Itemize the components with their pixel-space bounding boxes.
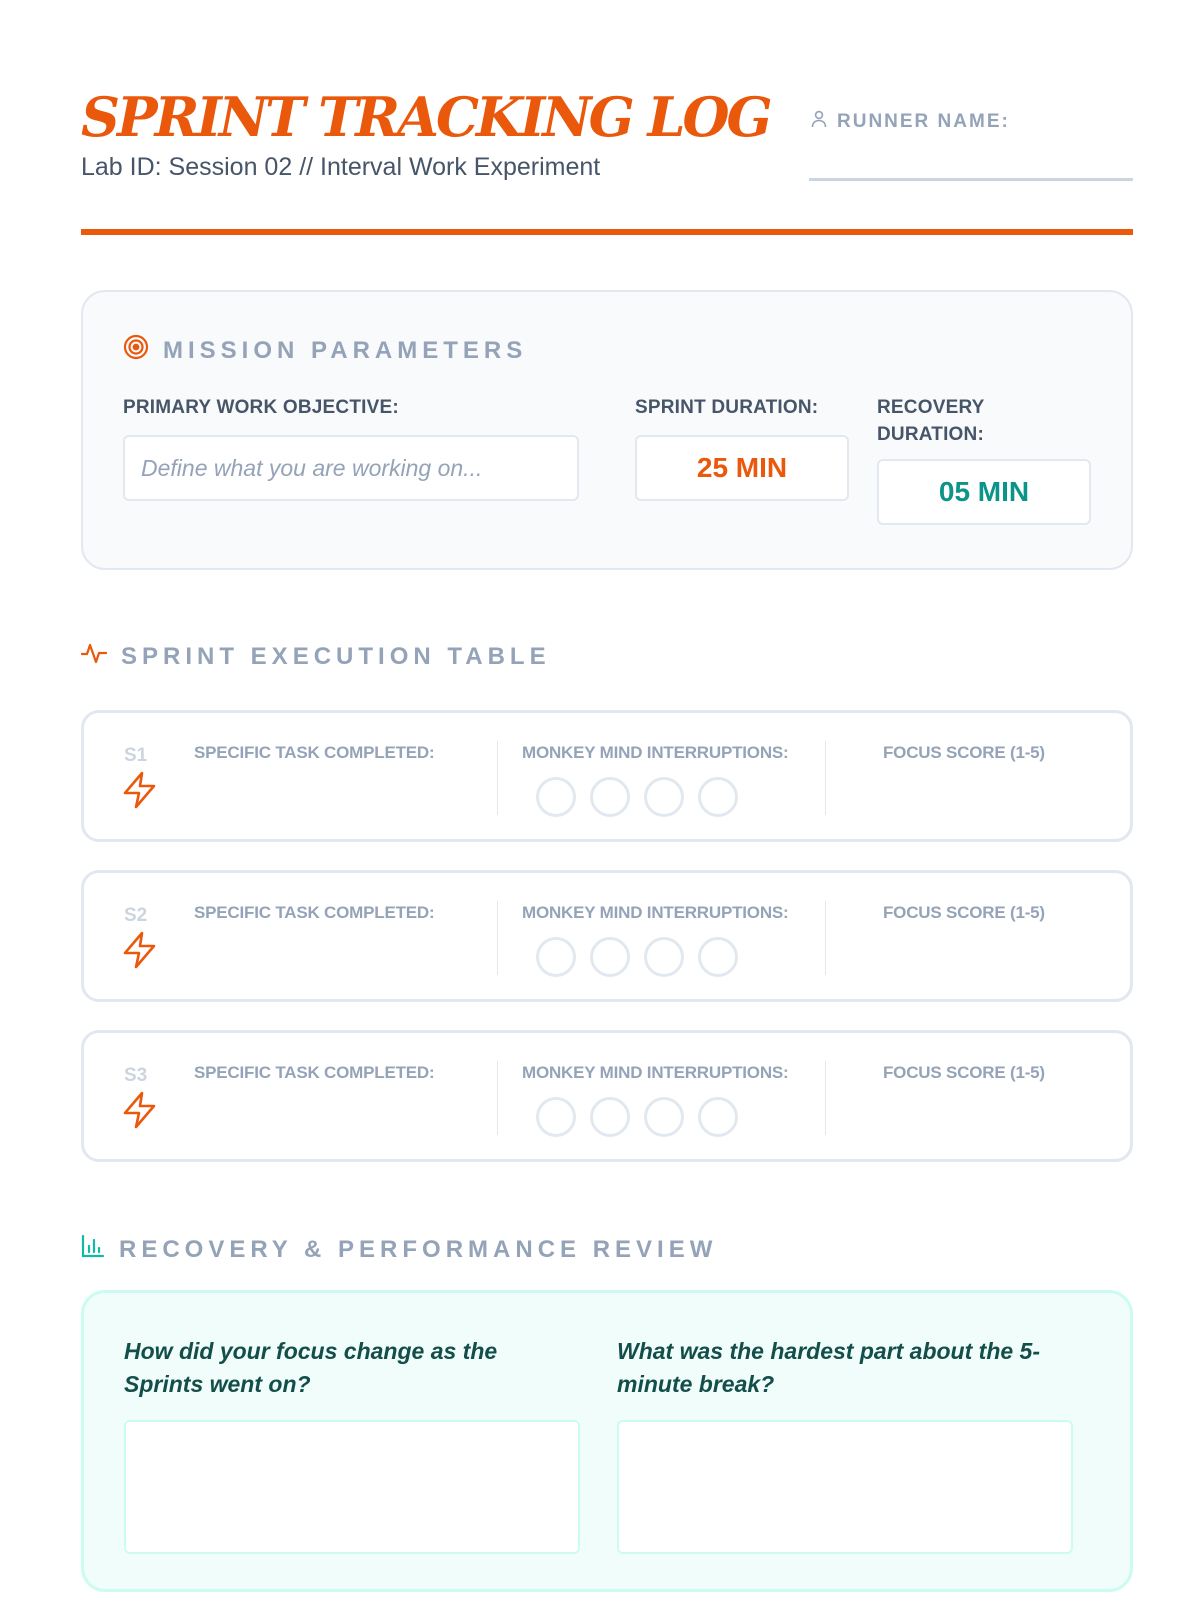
target-icon	[123, 334, 149, 367]
interruption-bubble[interactable]	[536, 1097, 576, 1137]
bar-chart-icon	[81, 1234, 105, 1265]
lightning-icon	[122, 1091, 158, 1134]
interruption-bubbles	[536, 777, 738, 817]
interruptions-label: MONKEY MIND INTERRUPTIONS:	[522, 1063, 789, 1082]
answer-hardest-part-box[interactable]	[617, 1420, 1073, 1554]
user-icon	[811, 110, 827, 134]
focus-score-label: FOCUS SCORE (1-5)	[883, 903, 1045, 922]
interruption-bubble[interactable]	[644, 777, 684, 817]
sprint-duration-group	[635, 394, 849, 501]
sprint-row	[81, 1030, 1133, 1162]
column-divider	[825, 901, 826, 975]
pulse-icon	[81, 640, 107, 673]
sprint-id: S1	[124, 745, 148, 766]
interruption-bubble[interactable]	[698, 937, 738, 977]
column-divider	[497, 1061, 498, 1135]
question-hardest-part	[617, 1335, 1073, 1401]
runner-name-label: RUNNER NAME:	[837, 111, 1010, 132]
interruption-bubbles	[536, 937, 738, 977]
task-completed-label: SPECIFIC TASK COMPLETED:	[194, 903, 435, 922]
interruption-bubble[interactable]	[590, 1097, 630, 1137]
interruption-bubbles	[536, 1097, 738, 1137]
column-divider	[825, 741, 826, 815]
worksheet-page	[81, 0, 1133, 1600]
sprint-id: S2	[124, 905, 148, 926]
interruption-bubble[interactable]	[698, 777, 738, 817]
header	[81, 82, 1133, 235]
column-divider	[497, 901, 498, 975]
recovery-duration-label: RECOVERY DURATION:	[877, 397, 985, 445]
sprint-execution-title	[81, 640, 551, 673]
mission-parameters-label: MISSION PARAMETERS	[163, 336, 528, 364]
runner-name-field[interactable]	[809, 110, 1133, 181]
objective-group	[123, 394, 579, 501]
sprint-duration-label: SPRINT DURATION:	[635, 397, 819, 418]
sprint-row	[81, 710, 1133, 842]
interruptions-label: MONKEY MIND INTERRUPTIONS:	[522, 743, 789, 762]
question-focus-change-text: How did your focus change as the Sprints went on?	[124, 1338, 498, 1397]
interruptions-label: MONKEY MIND INTERRUPTIONS:	[522, 903, 789, 922]
header-divider	[81, 229, 1133, 235]
answer-focus-change-box[interactable]	[124, 1420, 580, 1554]
mission-parameters-title	[123, 334, 527, 367]
review-section-label: RECOVERY & PERFORMANCE REVIEW	[119, 1235, 718, 1263]
interruption-bubble[interactable]	[590, 937, 630, 977]
interruption-bubble[interactable]	[536, 937, 576, 977]
column-divider	[497, 741, 498, 815]
task-completed-label: SPECIFIC TASK COMPLETED:	[194, 743, 435, 762]
page-title: SPRINT TRACKING LOG	[81, 85, 770, 149]
interruption-bubble[interactable]	[644, 937, 684, 977]
column-divider	[825, 1061, 826, 1135]
question-hardest-part-text: What was the hardest part about the 5-minute break?	[617, 1338, 1040, 1397]
review-section-title	[81, 1234, 717, 1265]
runner-name-line[interactable]	[809, 178, 1133, 181]
interruption-bubble[interactable]	[644, 1097, 684, 1137]
focus-score-label: FOCUS SCORE (1-5)	[883, 1063, 1045, 1082]
runner-name-label-row	[809, 110, 1133, 134]
lightning-icon	[122, 771, 158, 814]
mission-parameters-card	[81, 290, 1133, 570]
sprint-execution-label: SPRINT EXECUTION TABLE	[121, 642, 551, 670]
sprint-row	[81, 870, 1133, 1002]
recovery-duration-value[interactable]: 05 MIN	[877, 459, 1091, 525]
objective-input[interactable]: Define what you are working on...	[123, 435, 579, 501]
focus-score-label: FOCUS SCORE (1-5)	[883, 743, 1045, 762]
lightning-icon	[122, 931, 158, 974]
recovery-duration-group	[877, 394, 1091, 525]
sprint-duration-value[interactable]: 25 MIN	[635, 435, 849, 501]
page-subtitle: Lab ID: Session 02 // Interval Work Experiment	[81, 153, 601, 181]
objective-label: PRIMARY WORK OBJECTIVE:	[123, 397, 399, 418]
interruption-bubble[interactable]	[590, 777, 630, 817]
review-card	[81, 1290, 1133, 1592]
sprint-id: S3	[124, 1065, 148, 1086]
interruption-bubble[interactable]	[698, 1097, 738, 1137]
interruption-bubble[interactable]	[536, 777, 576, 817]
question-focus-change	[124, 1335, 580, 1401]
task-completed-label: SPECIFIC TASK COMPLETED:	[194, 1063, 435, 1082]
